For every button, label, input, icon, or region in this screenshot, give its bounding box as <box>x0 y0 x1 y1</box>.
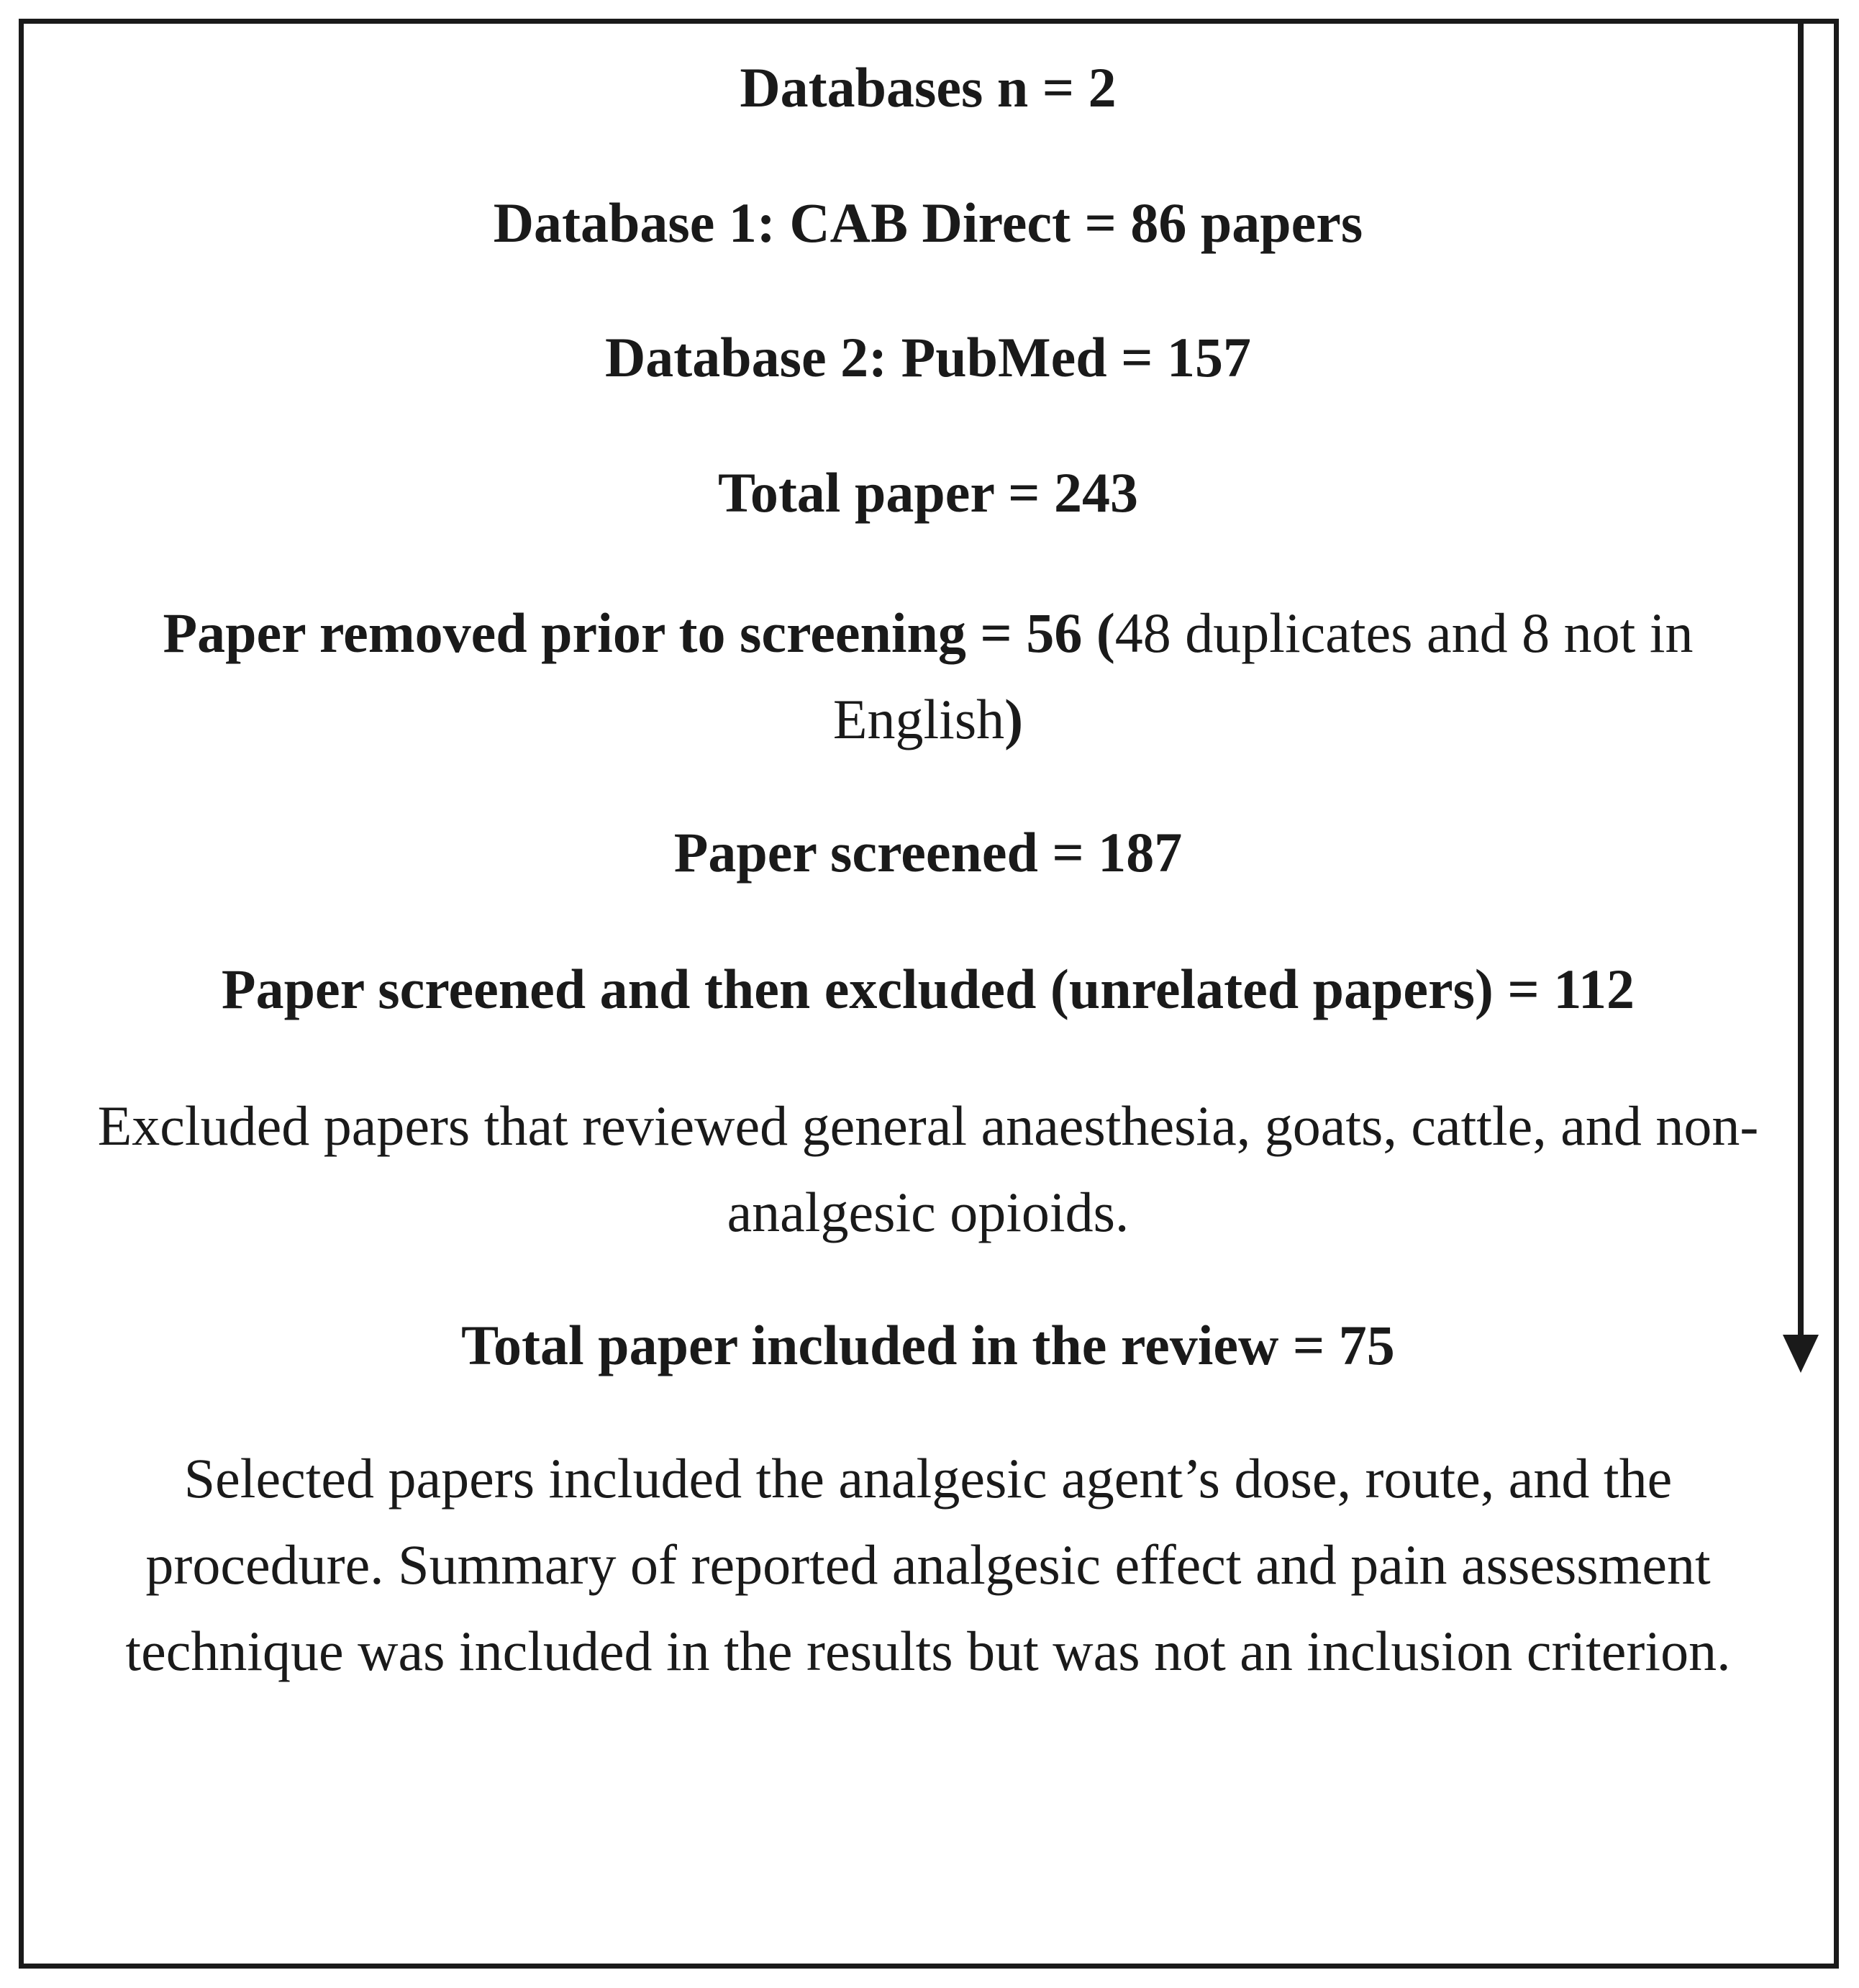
papers-screened: Paper screened = 187 <box>673 821 1183 884</box>
databases-count: Databases n = 2 <box>740 56 1117 119</box>
database-2-pubmed: Database 2: PubMed = 157 <box>604 326 1252 389</box>
papers-removed <box>68 590 1788 763</box>
papers-removed-count: Paper removed prior to screening = 56 ( <box>163 602 1115 664</box>
database-1-cab-direct: Database 1: CAB Direct = 86 papers <box>493 191 1363 254</box>
papers-removed-detail: 48 duplicates and 8 not in English <box>832 602 1694 750</box>
included-papers-note: Selected papers included the analgesic agent’s dose, route, and the procedure. Summary of reported analgesic effect and pain assessment technique was included in the results but was not an inclusion criterion. <box>125 1447 1731 1682</box>
total-papers: Total paper = 243 <box>717 461 1139 524</box>
excluded-papers-note: Excluded papers that reviewed general anaesthesia, goats, cattle, and non-analgesic opioids. <box>97 1094 1759 1243</box>
papers-excluded: Paper screened and then excluded (unrelated papers) = 112 <box>221 958 1635 1020</box>
papers-included: Total paper included in the review = 75 <box>461 1314 1395 1376</box>
papers-removed-close: ) <box>1004 688 1024 750</box>
